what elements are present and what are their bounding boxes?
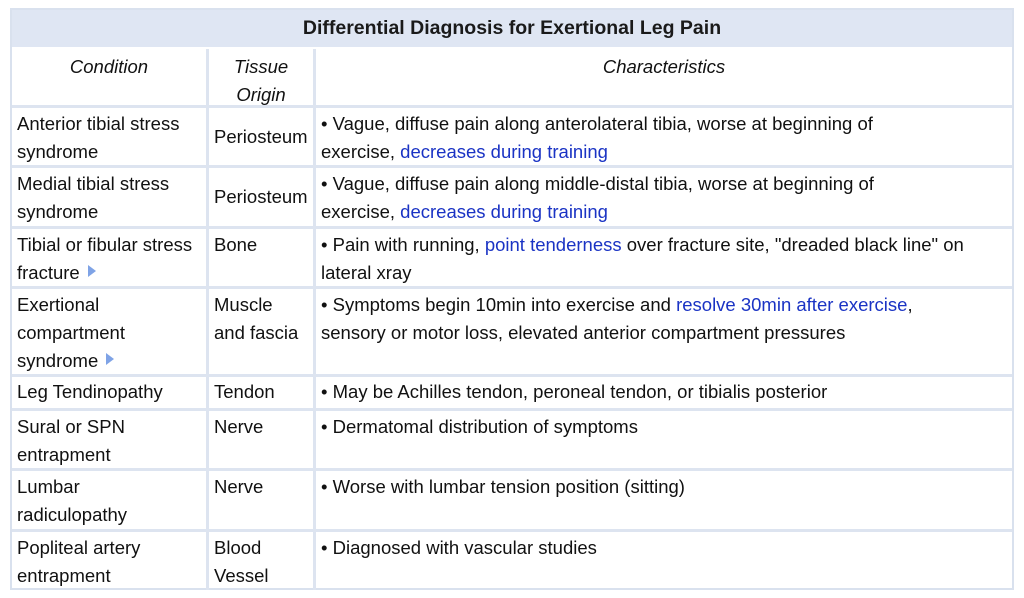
tissue-text: Bone (214, 234, 258, 255)
header-characteristics: Characteristics (602, 56, 726, 77)
condition-text: syndrome (17, 201, 99, 222)
characteristics-cell (316, 229, 1012, 286)
condition-cell (12, 532, 206, 590)
condition-text: Tibial or fibular stress (17, 234, 193, 255)
header-tissue-line1: Tissue (233, 56, 289, 77)
tissue-text: Periosteum (214, 125, 308, 147)
condition-cell (12, 471, 206, 529)
diagnosis-table (10, 8, 1014, 590)
characteristics-text: , (907, 294, 913, 315)
table-row (12, 229, 1012, 286)
tissue-cell: Nerve (214, 476, 264, 497)
column-divider (206, 49, 209, 590)
characteristics-text (321, 138, 1012, 166)
condition-text: Medial tibial stress (17, 173, 170, 194)
characteristics-text (321, 231, 1012, 259)
tissue-text: Blood (214, 537, 262, 558)
table-title: Differential Diagnosis for Exertional Leg Pain (12, 10, 1012, 47)
condition-text: entrapment (17, 444, 111, 465)
characteristics-cell (316, 108, 1012, 165)
table-row (12, 411, 1012, 468)
condition-cell (12, 168, 206, 226)
table-row (12, 377, 1012, 408)
characteristics-text: over fracture site, "dreaded black line" on (621, 234, 964, 255)
condition-text-with-arrow (17, 259, 206, 287)
characteristics-text: • Vague, diffuse pain along middle-distal tibia, worse at beginning of (321, 173, 874, 194)
characteristics-cell: • May be Achilles tendon, peroneal tendon, or tibialis posterior (321, 381, 828, 402)
condition-text: Sural or SPN (17, 416, 125, 437)
condition-text: Lumbar (17, 476, 80, 497)
tissue-cell (209, 289, 313, 374)
tissue-cell (209, 168, 313, 226)
triangle-right-icon[interactable] (88, 265, 96, 277)
tissue-cell: Nerve (214, 416, 264, 437)
characteristics-text: exercise, (321, 141, 401, 162)
header-tissue-line2: Origin (236, 84, 286, 105)
header-row (12, 49, 1012, 105)
decreases-during-training-link[interactable]: decreases during training (400, 141, 608, 162)
characteristics-text: • Pain with running, (321, 234, 485, 255)
condition-text-with-arrow (17, 347, 206, 375)
table-row (12, 168, 1012, 226)
characteristics-text: sensory or motor loss, elevated anterior compartment pressures (321, 322, 846, 343)
characteristics-cell: • Dermatomal distribution of symptoms (321, 416, 638, 437)
characteristics-text: lateral xray (321, 262, 412, 283)
table-row (12, 532, 1012, 590)
characteristics-text: • Symptoms begin 10min into exercise and (321, 294, 677, 315)
characteristics-text: exercise, (321, 201, 401, 222)
condition-text: syndrome (17, 350, 99, 371)
condition-text: fracture (17, 262, 80, 283)
condition-text: compartment (17, 322, 125, 343)
condition-text: syndrome (17, 141, 99, 162)
condition-cell (12, 411, 206, 468)
characteristics-cell: • Diagnosed with vascular studies (321, 537, 597, 558)
table-row (12, 471, 1012, 529)
point-tenderness-link[interactable]: point tenderness (484, 234, 622, 255)
characteristics-text (321, 198, 1012, 226)
column-divider (313, 49, 316, 590)
table-row (12, 108, 1012, 165)
tissue-cell: Tendon (214, 381, 275, 402)
tissue-cell (209, 229, 313, 286)
condition-text: Popliteal artery (17, 537, 141, 558)
condition-text: Anterior tibial stress (17, 113, 180, 134)
tissue-text: Vessel (214, 565, 269, 586)
condition-text: Exertional (17, 294, 100, 315)
decreases-during-training-link[interactable]: decreases during training (400, 201, 608, 222)
condition-cell (12, 229, 206, 286)
condition-cell (12, 289, 206, 374)
tissue-text: Muscle (214, 294, 273, 315)
characteristics-cell (316, 289, 1012, 374)
tissue-cell (209, 108, 313, 165)
characteristics-text: • Vague, diffuse pain along anterolateral tibia, worse at beginning of (321, 113, 873, 134)
condition-cell (12, 108, 206, 165)
header-tissue-origin (209, 49, 313, 105)
characteristics-cell (316, 168, 1012, 226)
header-condition: Condition (69, 56, 149, 77)
condition-text: entrapment (17, 565, 111, 586)
characteristics-cell: • Worse with lumbar tension position (sitting) (321, 476, 685, 497)
condition-text: radiculopathy (17, 504, 128, 525)
triangle-right-icon[interactable] (106, 353, 114, 365)
condition-cell: Leg Tendinopathy (17, 381, 163, 402)
table-row (12, 289, 1012, 374)
resolve-after-exercise-link[interactable]: resolve 30min after exercise (676, 294, 908, 315)
characteristics-text (321, 291, 1012, 319)
tissue-cell (209, 532, 313, 590)
tissue-text: and fascia (214, 322, 299, 343)
tissue-text: Periosteum (214, 186, 308, 207)
